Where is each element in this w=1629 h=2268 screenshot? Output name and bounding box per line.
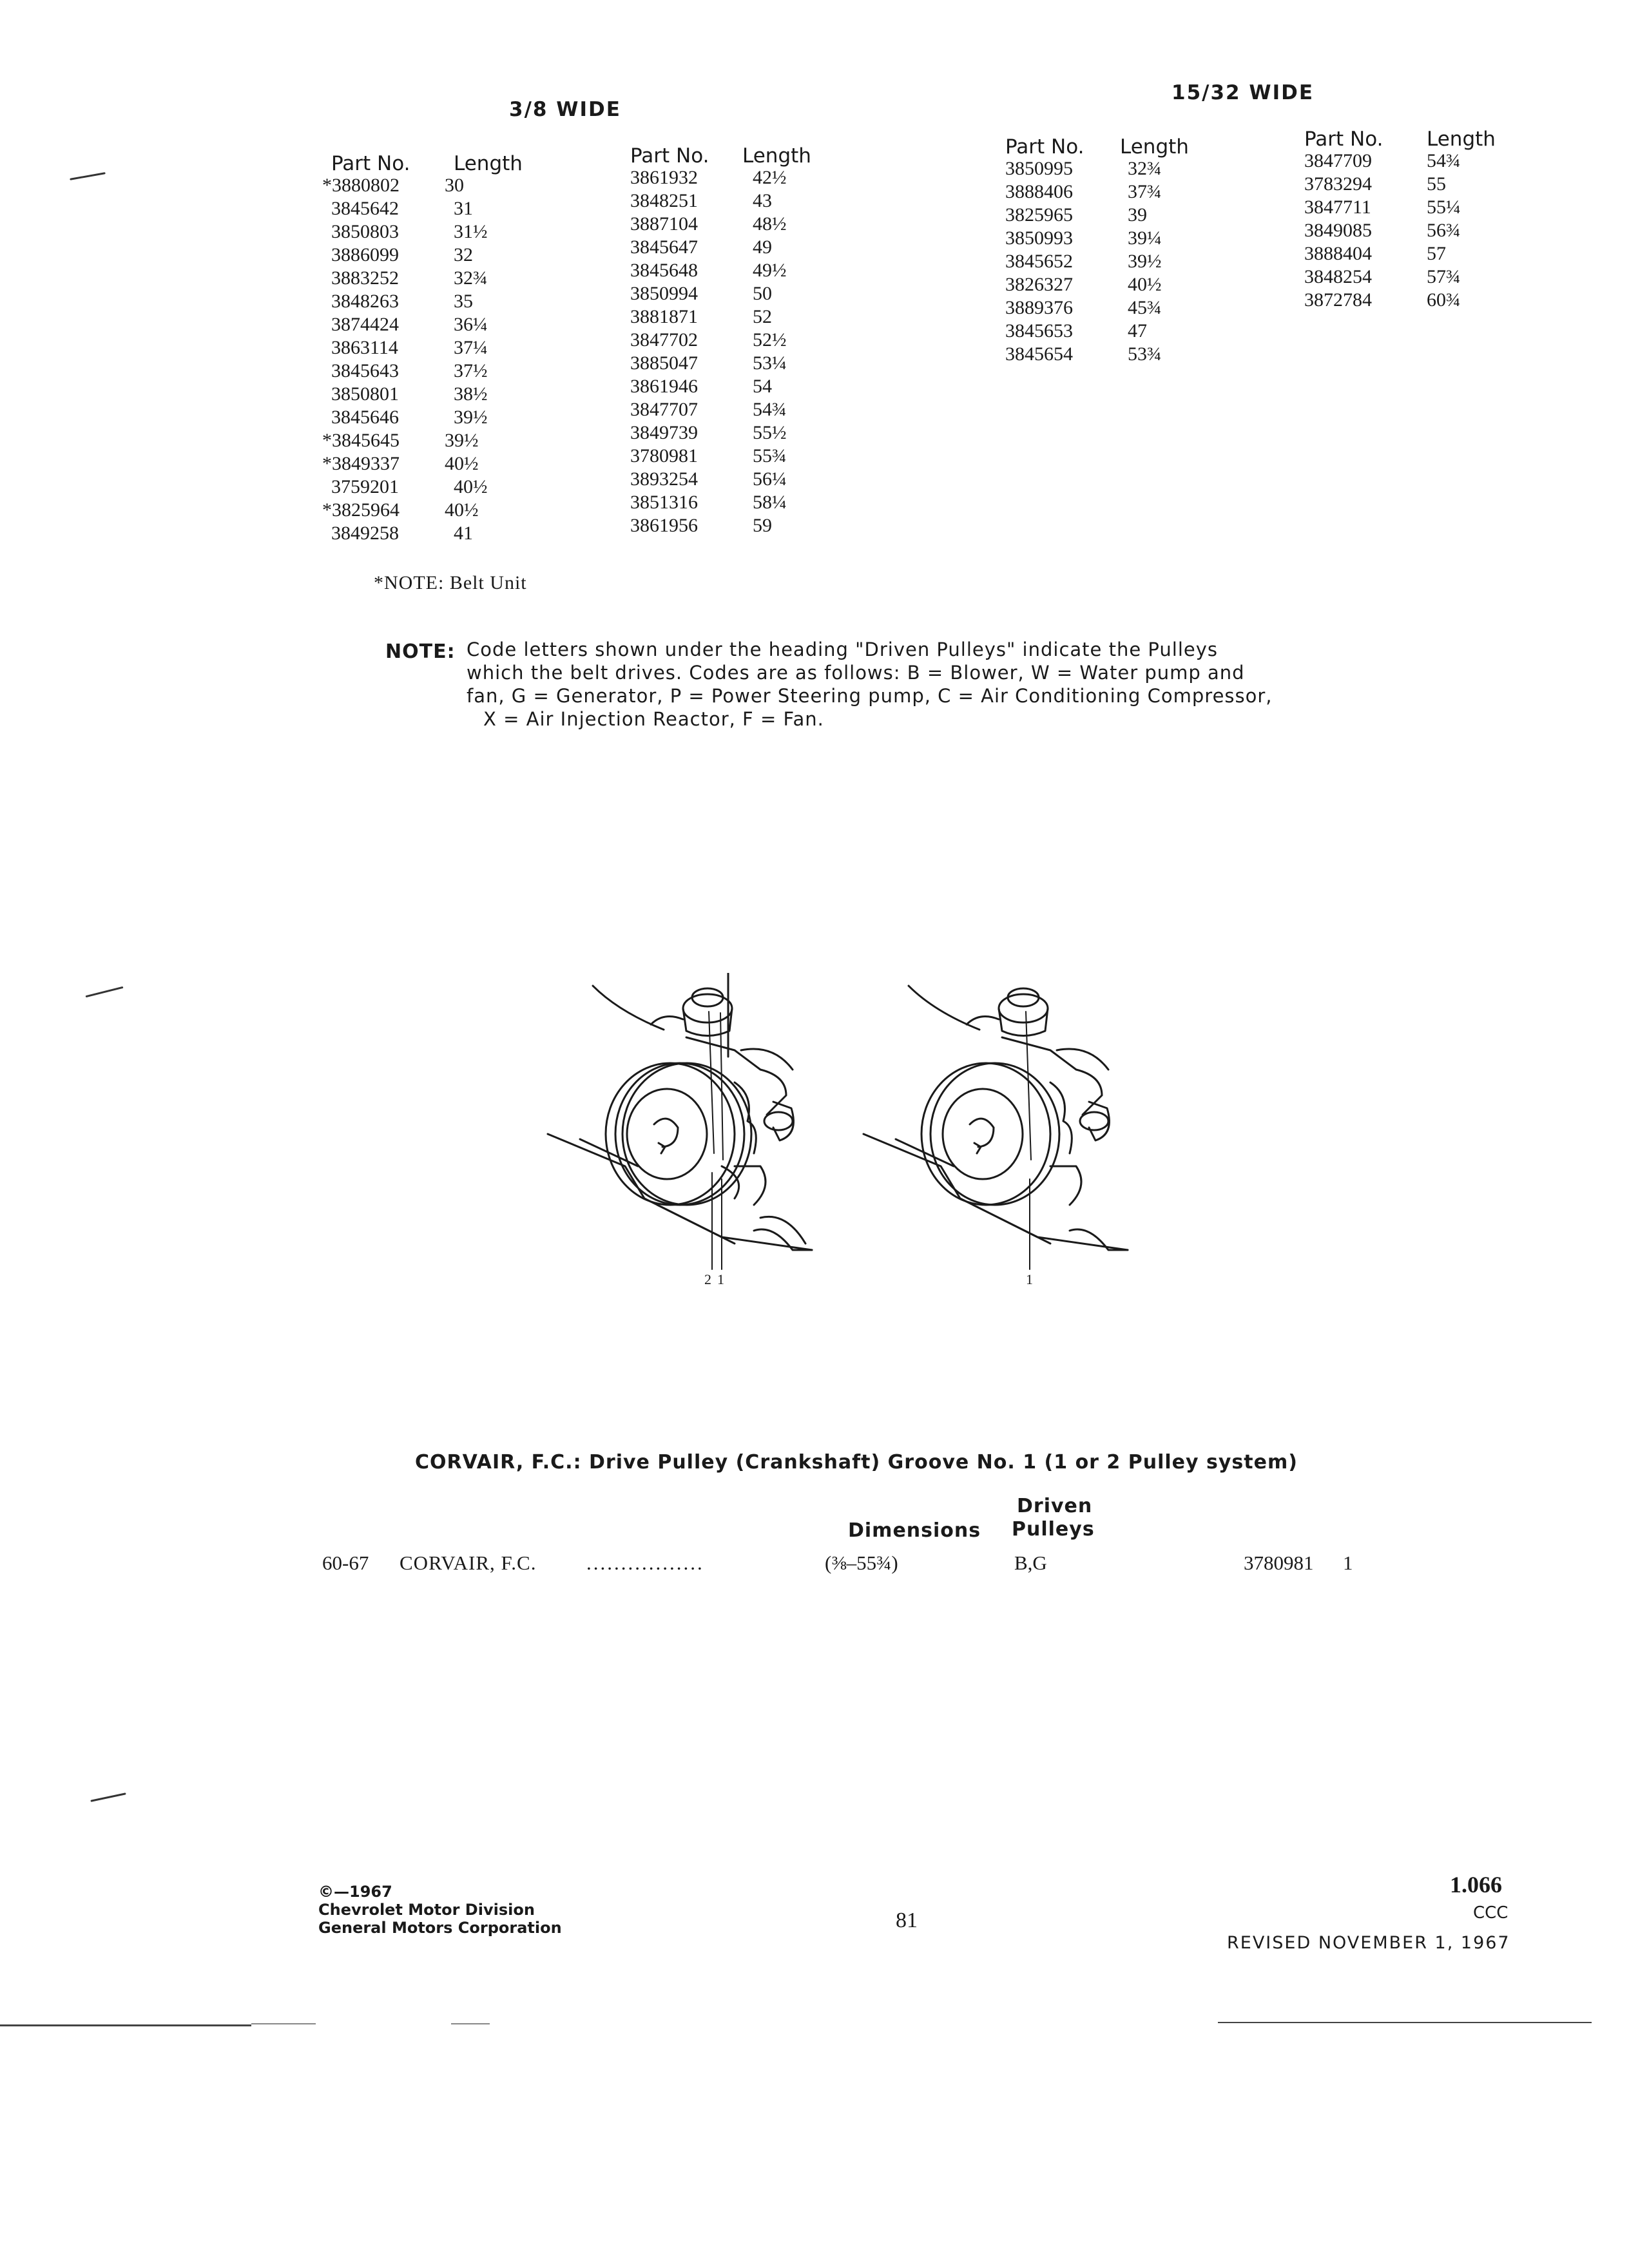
part-number: 3886099 (331, 244, 399, 265)
belt-row (630, 445, 888, 468)
margin-mark (70, 172, 106, 180)
col-header-length: Length (1120, 135, 1189, 159)
belt-length: 55¼ (1427, 197, 1461, 218)
section-number: 1.066 (1450, 1872, 1502, 1898)
belt-length: 45¾ (1128, 297, 1162, 318)
belt-length: 49½ (753, 260, 787, 281)
belt-row (630, 421, 888, 445)
part-number: 3845646 (331, 407, 399, 428)
part-number: 3883252 (331, 267, 399, 289)
belt-length: 40½ (454, 476, 488, 497)
belt-row (630, 282, 888, 305)
belt-length: 39¼ (1128, 227, 1162, 249)
wide-table-title: 15/32 WIDE (1171, 81, 1315, 104)
belt-length: 56¾ (1427, 220, 1461, 241)
revised-date: REVISED NOVEMBER 1, 1967 (1227, 1933, 1510, 1953)
bottom-rule (451, 2023, 490, 2024)
belt-row (630, 236, 888, 259)
belt-row (331, 476, 589, 499)
part-number: 3759201 (331, 476, 399, 497)
belt-length: 52½ (753, 329, 787, 351)
belt-row (331, 267, 589, 290)
belt-row (1005, 250, 1263, 273)
page-number: 81 (896, 1908, 918, 1932)
belt-length: 48½ (753, 213, 787, 235)
callout-label: 1 (717, 1271, 724, 1287)
belt-length: 40½ (445, 499, 479, 521)
belt-row (322, 429, 589, 452)
part-number: *3880802 (322, 175, 400, 196)
col-header-length: Length (454, 152, 523, 175)
belt-row (630, 491, 888, 514)
belt-row (630, 329, 888, 352)
belt-length: 50 (753, 283, 772, 304)
part-number: 3849258 (331, 523, 399, 544)
belt-length: 39 (1128, 204, 1147, 226)
belt-row (1304, 149, 1562, 173)
belt-row (1005, 157, 1263, 180)
belt-row (331, 290, 589, 313)
col-header-part: Part No. (1005, 135, 1084, 159)
belt-row (1304, 289, 1562, 312)
belt-length: 31 (454, 198, 473, 219)
belt-row (1005, 180, 1263, 204)
belt-row (1005, 320, 1263, 343)
col-header-part: Part No. (630, 144, 709, 168)
corvair-entry-row (322, 1552, 1418, 1577)
belt-row (1304, 173, 1562, 196)
belt-row (331, 336, 589, 360)
entry-driven: B,G (1014, 1552, 1047, 1574)
entry-qty: 1 (1343, 1552, 1353, 1574)
belt-row (630, 213, 888, 236)
belt-length: 32¾ (1128, 158, 1162, 179)
part-number: *3825964 (322, 499, 400, 521)
bottom-rule (1218, 2022, 1592, 2023)
belt-length: 54 (753, 376, 772, 397)
part-number: 3845642 (331, 198, 399, 219)
belt-length: 55½ (753, 422, 787, 443)
part-number: 3874424 (331, 314, 399, 335)
section-title: CORVAIR, F.C.: Drive Pulley (Crankshaft) Groove No. 1 (1 or 2 Pulley system) (415, 1451, 1298, 1474)
belt-length: 30 (445, 175, 464, 196)
belt-row (630, 166, 888, 189)
belt-row (630, 468, 888, 491)
belt-row (1304, 242, 1562, 265)
col-header-driven (1012, 1495, 1095, 1541)
belt-row (331, 360, 589, 383)
belt-row (331, 197, 589, 220)
belt-length: 54¾ (1427, 150, 1461, 171)
corporation: General Motors Corporation (318, 1919, 562, 1937)
col-header-length: Length (1427, 128, 1496, 151)
part-number: 3861956 (630, 515, 698, 536)
margin-mark (90, 1792, 126, 1802)
belt-row (331, 522, 589, 545)
belt-length: 57¾ (1427, 266, 1461, 287)
part-number: 3893254 (630, 468, 698, 490)
part-number: 3850801 (331, 383, 399, 405)
note-line: Code letters shown under the heading "Driven Pulleys" indicate the Pulleys (467, 639, 1219, 660)
belt-row (630, 259, 888, 282)
belt-length: 53¼ (753, 352, 787, 374)
part-number: *3849337 (322, 453, 400, 474)
entry-dimensions: (⅜–55¾) (825, 1552, 898, 1574)
belt-row (1005, 227, 1263, 250)
wide-col2-rows (1304, 149, 1562, 312)
section-code: CCC (1473, 1903, 1509, 1923)
belt-row (1304, 196, 1562, 219)
bottom-rule (251, 2023, 316, 2024)
part-number: 3888404 (1304, 243, 1372, 264)
belt-row (1304, 265, 1562, 289)
belt-row (322, 499, 589, 522)
col-header-driven-line2: Pulleys (1012, 1518, 1095, 1541)
part-number: 3850803 (331, 221, 399, 242)
entry-model: CORVAIR, F.C. (400, 1552, 537, 1574)
col-header-part: Part No. (1304, 128, 1383, 151)
belt-row (331, 313, 589, 336)
part-number: 3847707 (630, 399, 698, 420)
belt-row (1005, 343, 1263, 366)
belt-row (331, 220, 589, 244)
part-number: 3847711 (1304, 197, 1371, 218)
belt-length: 36¼ (454, 314, 488, 335)
note-line: which the belt drives. Codes are as follows: B = Blower, W = Water pump and (467, 662, 1245, 684)
belt-length: 39½ (1128, 251, 1162, 272)
part-number: *3845645 (322, 430, 400, 451)
part-number: 3885047 (630, 352, 698, 374)
part-number: 3848251 (630, 190, 698, 211)
belt-length: 40½ (1128, 274, 1162, 295)
belt-length: 39½ (454, 407, 488, 428)
belt-length: 41 (454, 523, 473, 544)
division: Chevrolet Motor Division (318, 1901, 535, 1919)
callout-label: 2 (704, 1271, 711, 1287)
part-number: 3872784 (1304, 289, 1372, 311)
belt-length: 37¾ (1128, 181, 1162, 202)
single-groove-pulley-figure (863, 986, 1128, 1269)
belt-length: 59 (753, 515, 772, 536)
belt-row (331, 244, 589, 267)
part-number: 3847702 (630, 329, 698, 351)
belt-length: 52 (753, 306, 772, 327)
belt-length: 55¾ (753, 445, 787, 466)
belt-length: 54¾ (753, 399, 787, 420)
belt-length: 49 (753, 236, 772, 258)
belt-row (331, 406, 589, 429)
belt-length: 47 (1128, 320, 1147, 341)
belt-length: 37¼ (454, 337, 488, 358)
belt-row (1005, 296, 1263, 320)
belt-length: 42½ (753, 167, 787, 188)
part-number: 3780981 (630, 445, 698, 466)
note-label: NOTE: (385, 640, 456, 663)
part-number: 3783294 (1304, 173, 1372, 195)
belt-length: 38½ (454, 383, 488, 405)
belt-length: 58¼ (753, 492, 787, 513)
part-number: 3847709 (1304, 150, 1372, 171)
narrow-table-title: 3/8 WIDE (509, 98, 621, 121)
part-number: 3845643 (331, 360, 399, 381)
entry-years: 60-67 (322, 1552, 369, 1574)
part-number: 3861946 (630, 376, 698, 397)
part-number: 3845647 (630, 236, 698, 258)
narrow-table-left (322, 152, 589, 545)
belt-length: 40½ (445, 453, 479, 474)
copyright: ©—1967 (318, 1883, 392, 1901)
part-number: 3845654 (1005, 343, 1073, 365)
part-number: 3845652 (1005, 251, 1073, 272)
part-number: 3881871 (630, 306, 698, 327)
wide-table-left (1005, 135, 1263, 366)
entry-part-no: 3780981 (1244, 1552, 1314, 1574)
two-groove-pulley-figure (548, 973, 812, 1269)
part-number: 3848254 (1304, 266, 1372, 287)
narrow-table-right (630, 144, 888, 537)
belt-row (630, 514, 888, 537)
part-number: 3889376 (1005, 297, 1073, 318)
belt-length: 56¼ (753, 468, 787, 490)
belt-row (322, 452, 589, 476)
callout-label: 1 (1026, 1271, 1033, 1287)
belt-row (1005, 204, 1263, 227)
col-header-part: Part No. (331, 152, 410, 175)
part-number: 3825965 (1005, 204, 1073, 226)
bottom-rule (0, 2024, 251, 2026)
belt-length: 57 (1427, 243, 1446, 264)
belt-length: 60¾ (1427, 289, 1461, 311)
part-number: 3850993 (1005, 227, 1073, 249)
col-header-driven-line1: Driven (1017, 1495, 1093, 1517)
footer-publisher (318, 1883, 562, 1937)
narrow-col2-rows (630, 166, 888, 537)
part-number: 3863114 (331, 337, 398, 358)
belt-row (630, 189, 888, 213)
belt-length: 39½ (445, 430, 479, 451)
margin-mark (86, 986, 124, 997)
belt-length: 32 (454, 244, 473, 265)
belt-length: 55 (1427, 173, 1446, 195)
part-number: 3826327 (1005, 274, 1073, 295)
note-line: X = Air Injection Reactor, F = Fan. (483, 708, 824, 730)
belt-length: 43 (753, 190, 772, 211)
col-header-dimensions: Dimensions (848, 1519, 981, 1542)
belt-unit-footnote: *NOTE: Belt Unit (374, 572, 527, 593)
belt-length: 53¾ (1128, 343, 1162, 365)
belt-row (1304, 219, 1562, 242)
belt-length: 35 (454, 291, 473, 312)
wide-table-right (1304, 128, 1562, 312)
part-number: 3888406 (1005, 181, 1073, 202)
belt-row (630, 398, 888, 421)
part-number: 3845648 (630, 260, 698, 281)
wide-col1-rows (1005, 157, 1263, 366)
part-number: 3851316 (630, 492, 698, 513)
entry-leader: ................. (586, 1552, 704, 1574)
part-number: 3850994 (630, 283, 698, 304)
part-number: 3849739 (630, 422, 698, 443)
part-number: 3861932 (630, 167, 698, 188)
part-number: 3845653 (1005, 320, 1073, 341)
belt-row (630, 305, 888, 329)
part-number: 3849085 (1304, 220, 1372, 241)
belt-row (322, 174, 589, 197)
belt-row (630, 352, 888, 375)
belt-length: 32¾ (454, 267, 488, 289)
belt-length: 31½ (454, 221, 488, 242)
note-line: fan, G = Generator, P = Power Steering pump, C = Air Conditioning Compressor, (467, 685, 1273, 707)
part-number: 3887104 (630, 213, 698, 235)
belt-row (331, 383, 589, 406)
part-number: 3848263 (331, 291, 399, 312)
part-number: 3850995 (1005, 158, 1073, 179)
belt-length: 37½ (454, 360, 488, 381)
pulley-illustration (541, 973, 1153, 1295)
col-header-length: Length (742, 144, 811, 168)
belt-row (1005, 273, 1263, 296)
belt-row (630, 375, 888, 398)
narrow-col1-rows (322, 174, 589, 545)
